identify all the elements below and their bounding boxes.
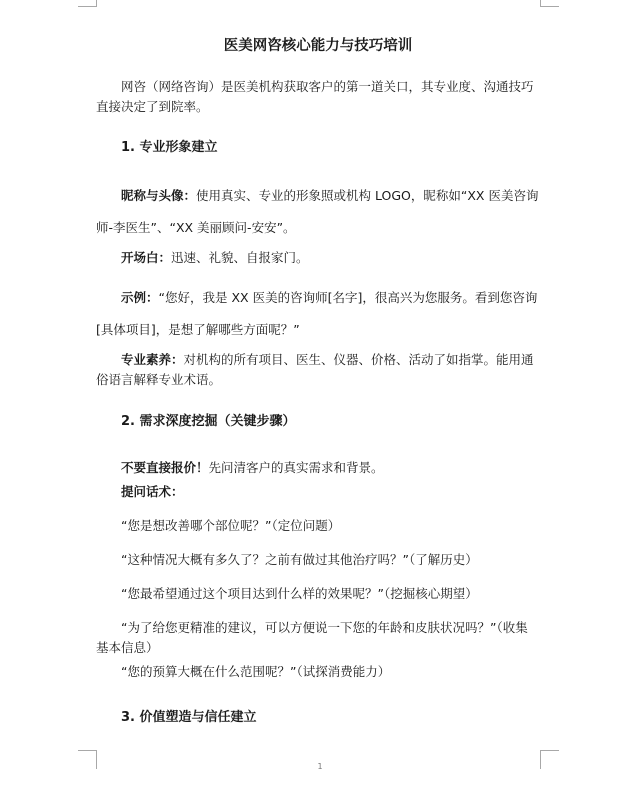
paragraph-text: 对机构的所有项目、医生、仪器、价格、活动了如指掌。能用通俗语言解释专业术语。: [96, 352, 534, 387]
paragraph-lead: 开场白：: [121, 250, 172, 265]
paragraph-lead: 示例：: [121, 290, 159, 305]
paragraph-lead: 专业素养：: [121, 352, 184, 367]
question-item: “您是想改善哪个部位呢？”（定位问题）: [121, 518, 341, 533]
paragraph-text: 先问清客户的真实需求和背景。: [208, 460, 384, 475]
section-1-heading: 1. 专业形象建立: [121, 140, 218, 155]
question-item: “这种情况大概有多久了？之前有做过其他治疗吗？”（了解历史）: [121, 552, 478, 567]
paragraph-professionalism: [96, 350, 540, 390]
question-item: “为了给您更精准的建议，可以方便说一下您的年龄和皮肤状况吗？”（收集基本信息）: [96, 620, 528, 655]
paragraph-no-quote: [96, 458, 540, 478]
page-corner-mark: [540, 0, 559, 7]
page-corner-mark: [78, 0, 97, 7]
page-number: 1: [317, 762, 323, 771]
paragraph-example: [96, 282, 540, 346]
paragraph-lead: 昵称与头像：: [121, 188, 197, 203]
paragraph-avatar: [96, 180, 540, 244]
paragraph-opening: [96, 248, 540, 268]
document-body: [96, 36, 540, 728]
questions-label: 提问话术：: [121, 484, 184, 499]
question-item: “您最希望通过这个项目达到什么样的效果呢？”（挖掘核心期望）: [121, 586, 478, 601]
section-2-heading: 2. 需求深度挖掘（关键步骤）: [121, 414, 296, 429]
section-3-heading: 3. 价值塑造与信任建立: [121, 710, 257, 725]
paragraph-lead: 不要直接报价！: [121, 460, 209, 475]
document-title: 医美网咨核心能力与技巧培训: [223, 38, 413, 54]
question-item: “您的预算大概在什么范围呢？”（试探消费能力）: [121, 664, 391, 679]
paragraph-text: 迅速、礼貌、自报家门。: [171, 250, 309, 265]
paragraph-text: 使用真实、专业的形象照或机构 LOGO，昵称如“XX 医美咨询师-李医生”、“XX 美丽顾问-安安”。: [96, 188, 539, 235]
intro-paragraph: 网咨（网络咨询）是医美机构获取客户的第一道关口，其专业度、沟通技巧直接决定了到院率。: [96, 79, 534, 114]
paragraph-text: “您好，我是 XX 医美的咨询师[名字]，很高兴为您服务。看到您咨询[具体项目]，是想了解哪些方面呢？”: [96, 290, 538, 337]
